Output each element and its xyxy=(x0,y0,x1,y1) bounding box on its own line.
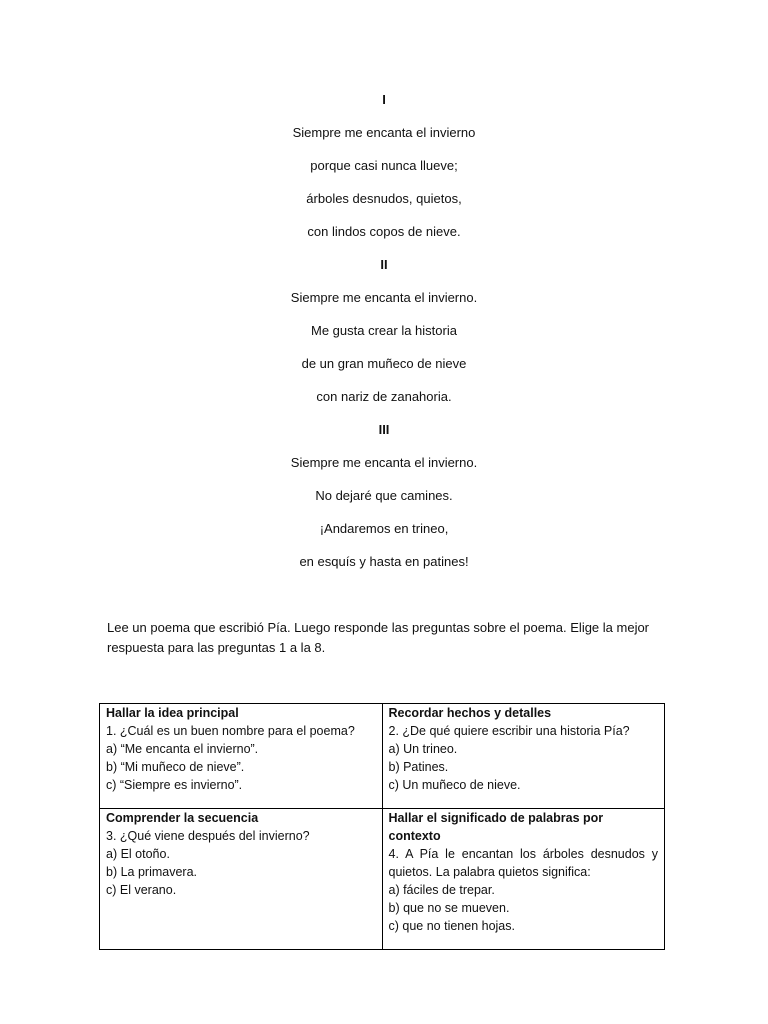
poem-line: No dejaré que camines. xyxy=(315,488,453,503)
poem-line: con nariz de zanahoria. xyxy=(316,389,452,404)
poem-line: ¡Andaremos en trineo, xyxy=(319,521,449,536)
answer-option[interactable]: b) que no se mueven. xyxy=(388,901,510,915)
poem-line: porque casi nunca llueve; xyxy=(310,158,458,173)
poem-line: en esquís y hasta en patines! xyxy=(299,554,469,569)
table-row xyxy=(100,704,665,809)
question-text: 4. A Pía le encantan los árboles desnudos y quietos. La palabra quietos significa: xyxy=(388,847,658,879)
instructions-line: Lee un poema que escribió Pía. Luego responde las preguntas sobre el poema. Elige la mejor xyxy=(107,620,650,635)
answer-option[interactable]: b) La primavera. xyxy=(106,865,198,879)
answer-option[interactable]: a) El otoño. xyxy=(106,847,170,861)
question-text: 2. ¿De qué quiere escribir una historia Pía? xyxy=(388,724,630,738)
poem-line: Siempre me encanta el invierno. xyxy=(290,455,478,470)
question-cell xyxy=(382,809,665,950)
questions-table xyxy=(99,703,665,950)
stanza-number: III xyxy=(378,422,390,437)
answer-option[interactable]: c) El verano. xyxy=(106,883,177,897)
stanza-number: II xyxy=(380,257,388,272)
poem-line: con lindos copos de nieve. xyxy=(307,224,461,239)
category-title: Recordar hechos y detalles xyxy=(388,706,552,720)
instructions xyxy=(107,618,667,658)
answer-option[interactable]: c) Un muñeco de nieve. xyxy=(388,778,521,792)
question-text: 1. ¿Cuál es un buen nombre para el poema? xyxy=(106,724,355,738)
answer-option[interactable]: a) “Me encanta el invierno”. xyxy=(106,742,259,756)
category-title: Hallar el significado de palabras por contexto xyxy=(388,811,604,843)
poem-line: Me gusta crear la historia xyxy=(311,323,457,338)
instructions-line: respuesta para las preguntas 1 a la 8. xyxy=(107,640,326,655)
answer-option[interactable]: c) “Siempre es invierno”. xyxy=(106,778,243,792)
poem-line: árboles desnudos, quietos, xyxy=(306,191,462,206)
answer-option[interactable]: b) Patines. xyxy=(388,760,449,774)
question-cell xyxy=(382,704,665,809)
category-title: Comprender la secuencia xyxy=(106,811,259,825)
question-text: 3. ¿Qué viene después del invierno? xyxy=(106,829,310,843)
answer-option[interactable]: c) que no tienen hojas. xyxy=(388,919,515,933)
question-cell xyxy=(100,704,383,809)
answer-option[interactable]: b) “Mi muñeco de nieve”. xyxy=(106,760,245,774)
question-cell xyxy=(100,809,383,950)
table-row xyxy=(100,809,665,950)
poem xyxy=(0,90,768,585)
poem-line: Siempre me encanta el invierno xyxy=(292,125,476,140)
poem-line: de un gran muñeco de nieve xyxy=(301,356,467,371)
stanza-number: I xyxy=(382,92,386,107)
poem-line: Siempre me encanta el invierno. xyxy=(290,290,478,305)
category-title: Hallar la idea principal xyxy=(106,706,239,720)
answer-option[interactable]: a) fáciles de trepar. xyxy=(388,883,495,897)
answer-option[interactable]: a) Un trineo. xyxy=(388,742,458,756)
